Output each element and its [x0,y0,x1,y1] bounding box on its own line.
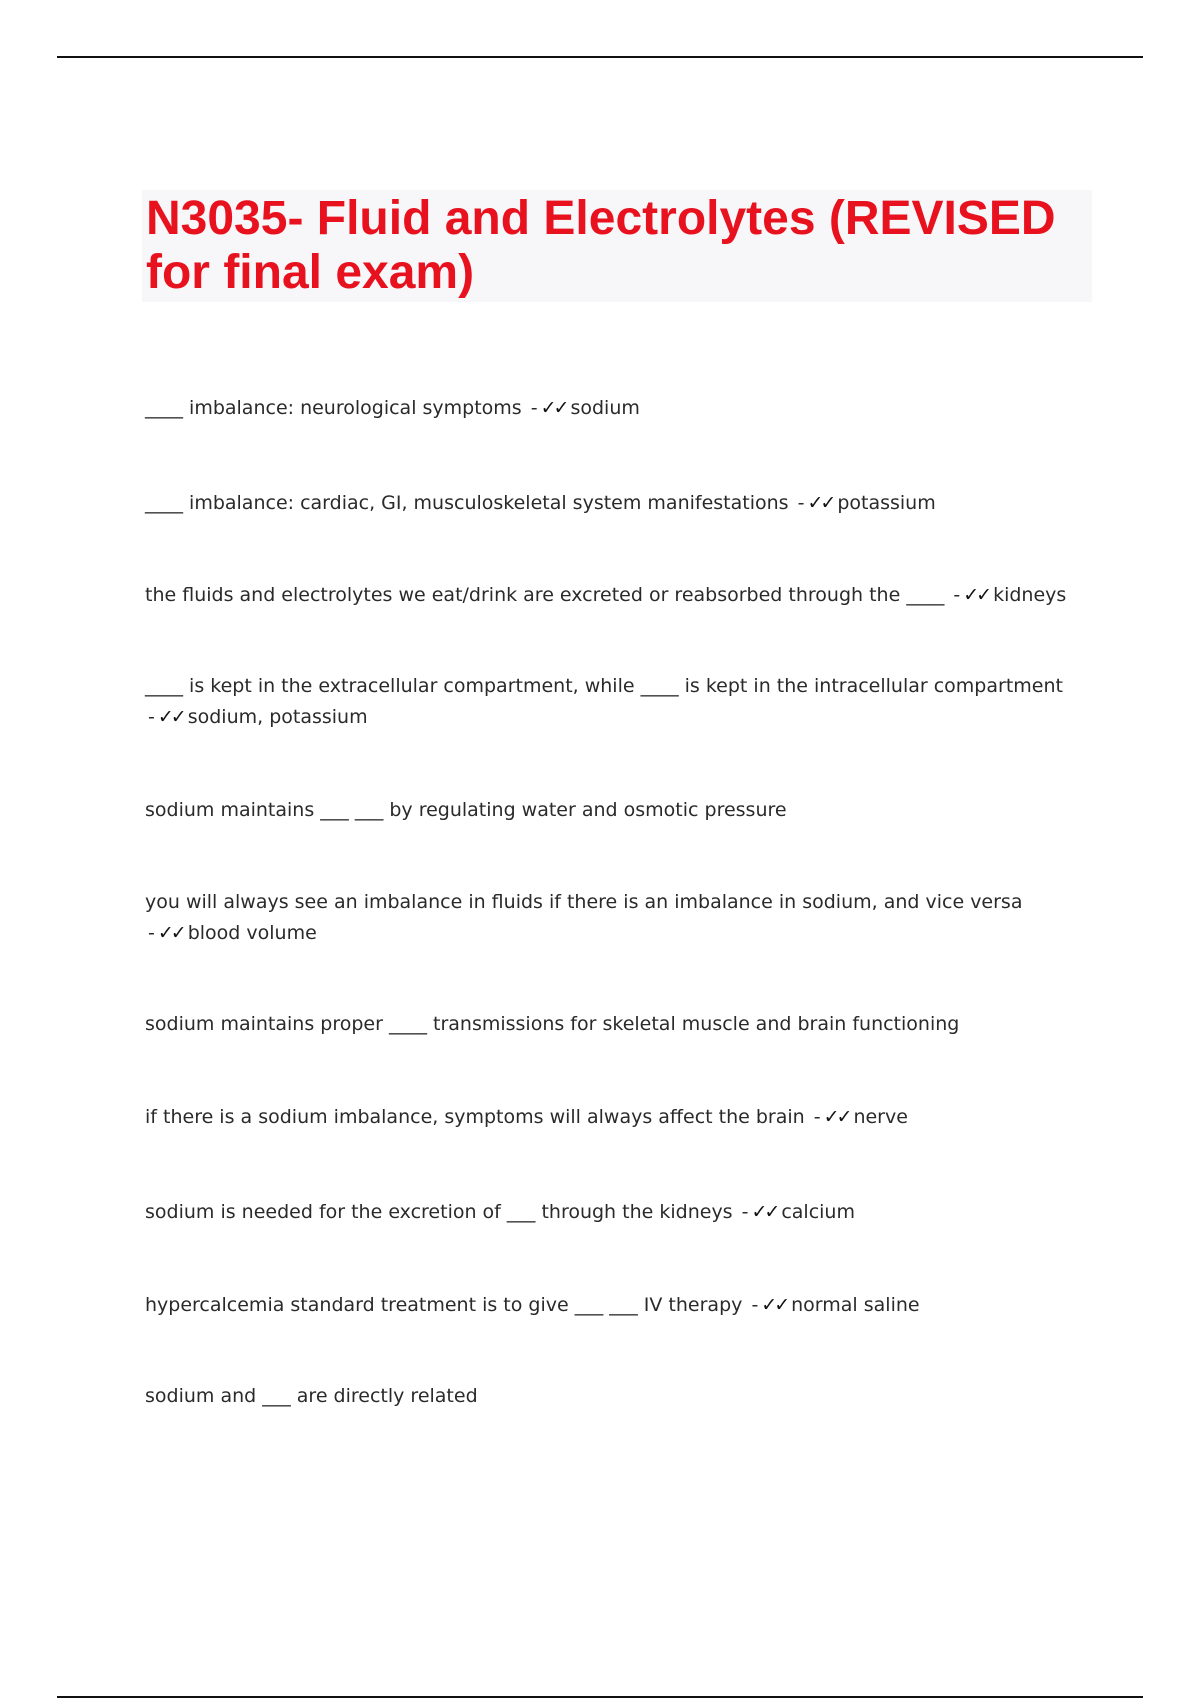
separator-dash: - [813,1106,821,1128]
check-mark-icon: ✓✓ [540,397,567,419]
flashcard-item [145,393,1085,424]
flashcard-item [145,795,1085,826]
flashcard-item [145,1102,1085,1133]
flashcard-answer: calcium [781,1201,855,1223]
separator-dash: - [741,1201,749,1223]
flashcard-question: ____ imbalance: cardiac, GI, musculoskeletal system manifestations [145,492,789,514]
flashcard-answer: sodium, potassium [187,706,368,728]
check-mark-icon: ✓✓ [157,706,184,728]
flashcard-question: hypercalcemia standard treatment is to give ___ ___ IV therapy [145,1294,743,1316]
flashcard-question: ____ is kept in the extracellular compartment, while ____ is kept in the intracellular compartment [145,675,1063,697]
flashcard-item [145,580,1085,611]
flashcard-answer: nerve [853,1106,908,1128]
flashcard-answer: blood volume [187,922,317,944]
separator-dash: - [797,492,805,514]
separator-dash: - [530,397,538,419]
check-mark-icon: ✓✓ [963,584,990,606]
flashcard-item [145,671,1085,733]
flashcard-item [145,887,1085,949]
flashcard-question: the fluids and electrolytes we eat/drink are excreted or reabsorbed through the ____ [145,584,945,606]
check-mark-icon: ✓✓ [157,922,184,944]
separator-dash: - [751,1294,759,1316]
flashcard-question: you will always see an imbalance in fluids if there is an imbalance in sodium, and vice versa [145,891,1023,913]
check-mark-icon: ✓✓ [807,492,834,514]
flashcard-answer: sodium [570,397,640,419]
separator-dash: - [148,922,155,944]
flashcard-item [145,1009,1085,1040]
flashcard-item [145,1381,1085,1412]
flashcard-question: if there is a sodium imbalance, symptoms will always affect the brain [145,1106,805,1128]
flashcard-answer: normal saline [791,1294,920,1316]
flashcard-question: sodium maintains ___ ___ by regulating water and osmotic pressure [145,799,787,821]
flashcard-question: sodium is needed for the excretion of ___ through the kidneys [145,1201,733,1223]
flashcard-item [145,488,1085,519]
flashcard-question: sodium maintains proper ____ transmissions for skeletal muscle and brain functioning [145,1013,960,1035]
check-mark-icon: ✓✓ [823,1106,850,1128]
separator-dash: - [148,706,155,728]
bottom-rule [57,1696,1143,1698]
document-title: N3035- Fluid and Electrolytes (REVISED for final exam) [146,192,1056,299]
flashcard-question: sodium and ___ are directly related [145,1385,478,1407]
flashcard-question: ____ imbalance: neurological symptoms [145,397,522,419]
top-rule [57,56,1143,58]
flashcard-item [145,1290,1085,1321]
check-mark-icon: ✓✓ [751,1201,778,1223]
flashcard-item [145,1197,1085,1228]
check-mark-icon: ✓✓ [761,1294,788,1316]
flashcard-answer: potassium [837,492,936,514]
flashcard-answer: kidneys [993,584,1067,606]
separator-dash: - [953,584,961,606]
